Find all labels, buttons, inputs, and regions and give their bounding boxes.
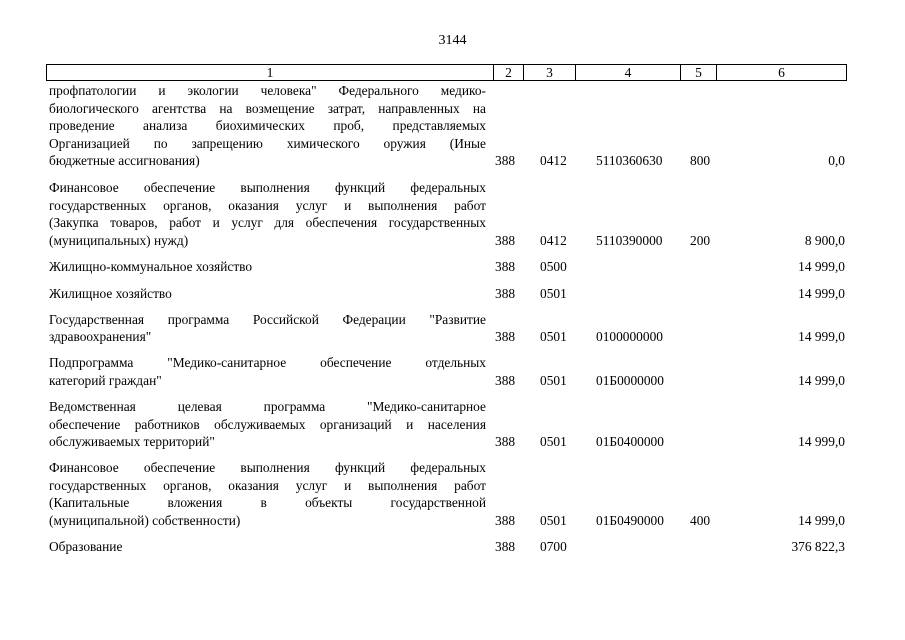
row-target-code: 5110360630 xyxy=(596,153,663,169)
row-ved-code: 388 xyxy=(495,434,516,450)
table-row xyxy=(0,82,905,170)
description-line: (муниципальной) собственности) xyxy=(49,513,241,529)
row-description xyxy=(49,82,486,170)
description-line: Ведомственная целевая программа "Медико-санитарное xyxy=(49,399,486,414)
table-row xyxy=(0,538,905,556)
table-row xyxy=(0,354,905,389)
row-target-code: 01Б0400000 xyxy=(596,434,664,450)
table-header xyxy=(46,64,847,81)
row-sum: 14 999,0 xyxy=(798,329,845,345)
row-sum: 8 900,0 xyxy=(804,232,845,248)
row-target-code: 5110390000 xyxy=(596,232,663,248)
row-section-code: 0500 xyxy=(540,259,567,275)
description-line: (Капитальные вложения в объекты государственной xyxy=(49,495,486,511)
row-target-code: 0100000000 xyxy=(596,329,663,345)
description-line: (муниципальных) нужд) xyxy=(49,232,189,248)
description-line: Организацией по запрещению химического оружия (Иные xyxy=(49,135,486,151)
row-description xyxy=(49,459,486,529)
row-description xyxy=(49,354,486,389)
description-line: (Закупка товаров, работ и услуг для обеспечения государственных xyxy=(49,215,486,231)
row-description xyxy=(49,311,486,346)
row-sum: 376 822,3 xyxy=(791,539,845,555)
row-sum: 14 999,0 xyxy=(798,434,845,450)
row-ved-code: 388 xyxy=(495,285,516,301)
row-sum: 0,0 xyxy=(828,153,845,169)
header-col-5: 5 xyxy=(681,65,717,80)
description-line: Жилищно-коммунальное хозяйство xyxy=(49,259,253,275)
description-line: проведение анализа биохимических проб, представляемых xyxy=(49,118,486,134)
row-section-code: 0501 xyxy=(540,372,567,388)
description-line: государственных органов, оказания услуг и выполнения работ xyxy=(49,197,486,213)
description-line: профпатологии и экологии человека" Федерального медико- xyxy=(49,83,486,98)
row-expense-type: 200 xyxy=(690,232,711,248)
row-target-code: 01Б0490000 xyxy=(596,513,664,529)
row-description xyxy=(49,398,486,451)
header-col-2: 2 xyxy=(494,65,524,80)
row-section-code: 0501 xyxy=(540,434,567,450)
table-row xyxy=(0,398,905,451)
description-line: бюджетные ассигнования) xyxy=(49,153,200,169)
description-line: Образование xyxy=(49,539,123,555)
row-target-code: 01Б0000000 xyxy=(596,372,664,388)
row-ved-code: 388 xyxy=(495,259,516,275)
header-col-1: 1 xyxy=(47,65,494,80)
table-row xyxy=(0,179,905,249)
row-section-code: 0700 xyxy=(540,539,567,555)
description-line: обслуживаемых территорий" xyxy=(49,434,215,450)
description-line: Государственная программа Российской Федерации "Развитие xyxy=(49,311,486,327)
page-number: 3144 xyxy=(438,33,467,48)
row-ved-code: 388 xyxy=(495,539,516,555)
row-ved-code: 388 xyxy=(495,153,516,169)
row-ved-code: 388 xyxy=(495,232,516,248)
row-expense-type: 800 xyxy=(690,153,711,169)
row-section-code: 0501 xyxy=(540,285,567,301)
row-section-code: 0501 xyxy=(540,513,567,529)
table-row xyxy=(0,311,905,346)
row-description xyxy=(49,285,486,303)
row-ved-code: 388 xyxy=(495,513,516,529)
row-description xyxy=(49,538,486,556)
row-sum: 14 999,0 xyxy=(798,259,845,275)
description-line: биологического агентства на возмещение затрат, направленных на xyxy=(49,100,486,116)
description-line: обеспечение работников обслуживаемых организаций и населения xyxy=(49,416,486,432)
row-expense-type: 400 xyxy=(690,513,711,529)
description-line: государственных органов, оказания услуг и выполнения работ xyxy=(49,477,486,493)
header-col-6: 6 xyxy=(778,65,785,80)
description-line: Финансовое обеспечение выполнения функций федеральных xyxy=(49,180,486,195)
header-col-4: 4 xyxy=(576,65,681,80)
row-section-code: 0412 xyxy=(540,232,567,248)
row-sum: 14 999,0 xyxy=(798,372,845,388)
row-description xyxy=(49,179,486,249)
description-line: Жилищное хозяйство xyxy=(49,285,172,301)
table-row xyxy=(0,285,905,303)
table-row xyxy=(0,258,905,276)
row-section-code: 0501 xyxy=(540,329,567,345)
description-line: здравоохранения" xyxy=(49,329,152,345)
row-sum: 14 999,0 xyxy=(798,285,845,301)
table-row xyxy=(0,459,905,529)
row-ved-code: 388 xyxy=(495,372,516,388)
row-section-code: 0412 xyxy=(540,153,567,169)
description-line: Подпрограмма "Медико-санитарное обеспечение отдельных xyxy=(49,355,486,371)
description-line: Финансовое обеспечение выполнения функций федеральных xyxy=(49,460,486,476)
header-col-3: 3 xyxy=(524,65,576,80)
row-sum: 14 999,0 xyxy=(798,513,845,529)
row-ved-code: 388 xyxy=(495,329,516,345)
description-line: категорий граждан" xyxy=(49,372,162,388)
row-description xyxy=(49,258,486,276)
